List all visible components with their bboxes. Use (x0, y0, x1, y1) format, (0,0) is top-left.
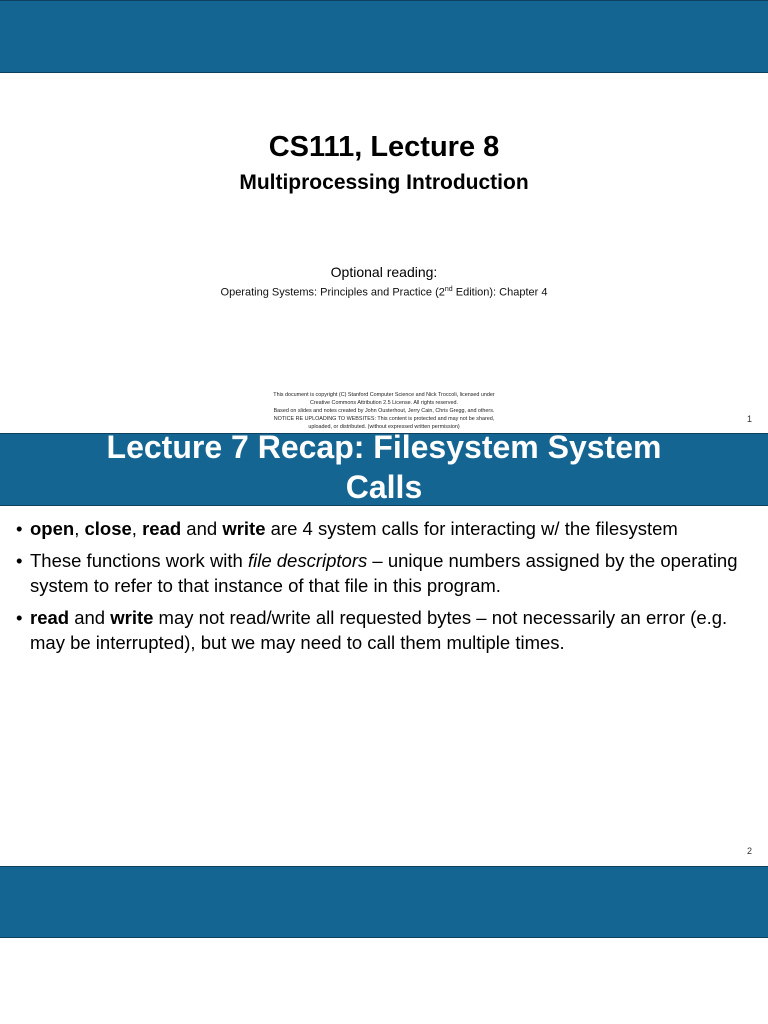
bold-term: open (30, 518, 75, 539)
bullet-item (16, 516, 756, 541)
recap-bullet-list (16, 516, 756, 662)
book-prefix: Operating Systems: Principles and Practice (2 (220, 286, 445, 299)
slide2-page-number: 2 (746, 846, 752, 856)
slide2-title-line2: Calls (345, 469, 423, 505)
bold-term: read (30, 607, 70, 628)
copyright-line: NOTICE RE UPLOADING TO WEBSITES: This content is protected and may not be shared, (273, 416, 495, 422)
slide1-title: CS111, Lecture 8 (268, 131, 500, 163)
book-sup: nd (444, 286, 453, 293)
slide-2 (0, 506, 768, 866)
bullet-text: and (69, 607, 111, 628)
bold-term: write (222, 518, 266, 539)
bold-term: write (110, 607, 154, 628)
bold-term: read (142, 518, 182, 539)
copyright-line: Based on slides and notes created by John Ousterhout, Jerry Cain, Chris Gregg, and others. (273, 408, 495, 414)
bullet-item (16, 548, 756, 598)
bullet-item (16, 605, 756, 655)
optional-reading-label: Optional reading: (330, 264, 438, 280)
copyright-line: This document is copyright (C) Stanford Computer Science and Nick Troccoli, licensed under (273, 392, 495, 398)
slide1-subtitle: Multiprocessing Introduction (239, 171, 529, 194)
bullet-text: , (74, 518, 85, 539)
slide2-title (0, 427, 768, 507)
bullet-text: – unique numbers assigned by the operating system to refer to that instance of that file in this program. (30, 550, 738, 596)
slide-1 (0, 73, 768, 433)
italic-term: file descriptors (247, 550, 368, 571)
bullet-text: may not read/write all requested bytes – not necessarily an error (e.g. may be interrupted), but we may need to call them multiple times. (30, 607, 728, 653)
book-suffix: Edition): Chapter 4 (452, 286, 548, 299)
slide3-header-band (0, 866, 768, 938)
copyright-line: Creative Commons Attribution 2.5 License. All rights reserved. (309, 400, 458, 406)
optional-reading-book (0, 286, 768, 299)
bold-term: close (84, 518, 132, 539)
copyright-notice (234, 391, 534, 431)
bullet-text: These functions work with (30, 550, 248, 571)
slide1-header-band (0, 0, 768, 73)
bullet-text: and (181, 518, 223, 539)
bullet-text: , (131, 518, 143, 539)
copyright-line: uploaded, or distributed. (without expressed written permission) (308, 424, 460, 430)
slide2-title-line1: Lecture 7 Recap: Filesystem System (106, 429, 662, 465)
bullet-text: are 4 system calls for interacting w/ the filesystem (265, 518, 678, 539)
slide1-page-number: 1 (746, 414, 752, 424)
